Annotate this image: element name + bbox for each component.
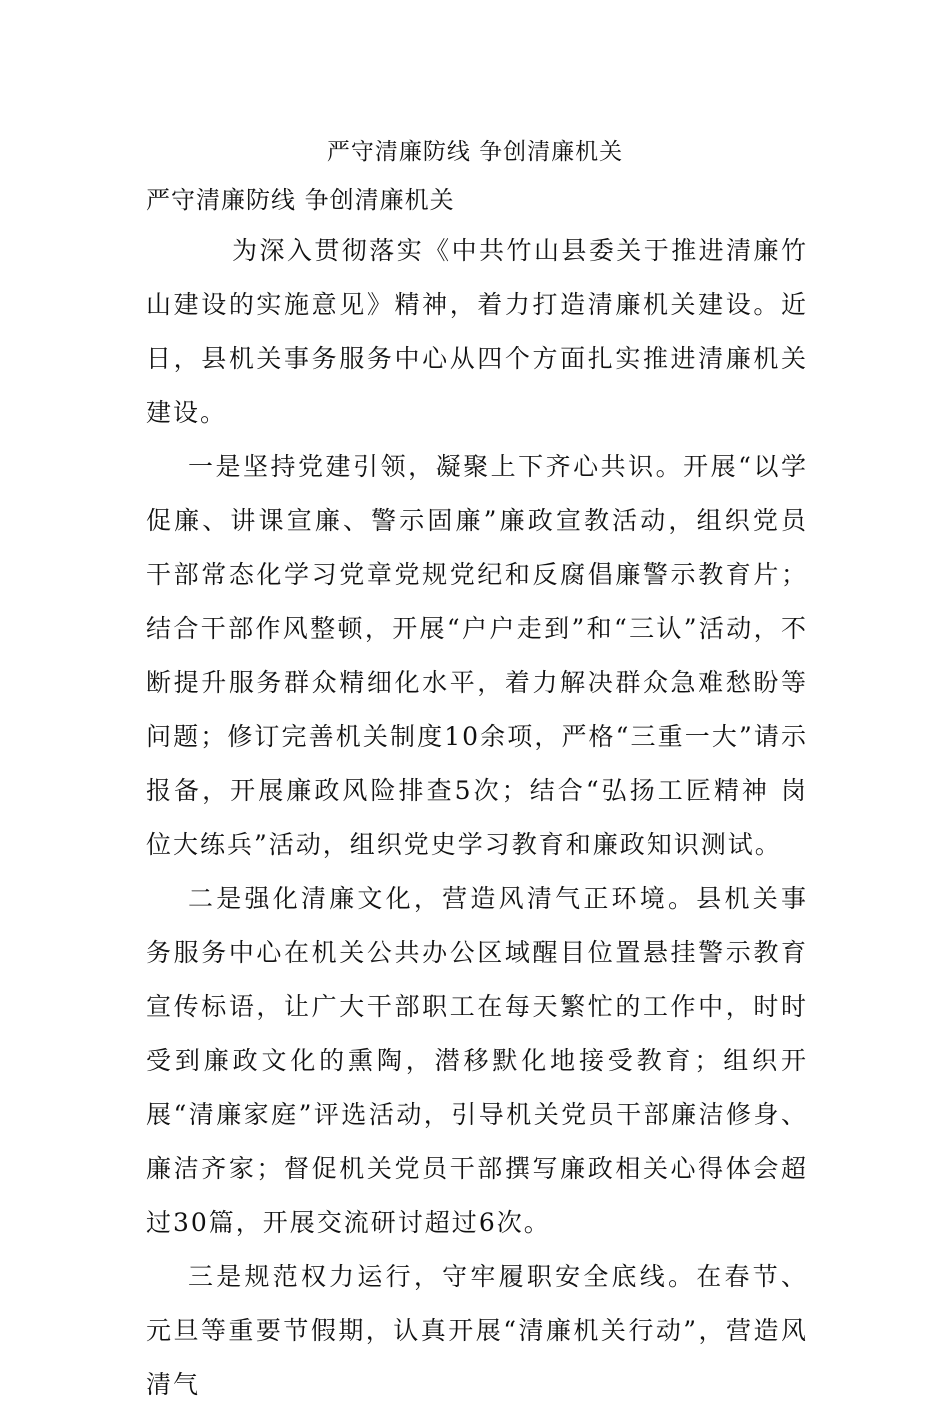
- document-subtitle: 严守清廉防线 争创清廉机关: [146, 186, 455, 214]
- paragraph-point-one: 一是坚持党建引领，凝聚上下齐心共识。开展“以学促廉、讲课宣廉、警示固廉”廉政宣教活动，组织党员干部常态化学习党章党规党纪和反腐倡廉警示教育片；结合干部作风整顿，开展“户户走到”和“三认”活动，不断提升服务群众精细化水平，着力解决群众急难愁盼等问题；修订完善机关制度10余项，严格“三重一大”请示报备，开展廉政风险排查5次；结合“弘扬工匠精神 岗位大练兵”活动，组织党史学习教育和廉政知识测试。: [146, 452, 808, 859]
- document-body: [146, 224, 808, 1412]
- paragraph-intro: 为深入贯彻落实《中共竹山县委关于推进清廉竹山建设的实施意见》精神，着力打造清廉机关建设。近日，县机关事务服务中心从四个方面扎实推进清廉机关建设。: [146, 236, 808, 427]
- paragraph-point-three: 三是规范权力运行，守牢履职安全底线。在春节、元旦等重要节假期，认真开展“清廉机关行动”，营造风清气: [146, 1262, 808, 1399]
- document-title: 严守清廉防线 争创清廉机关: [326, 139, 624, 165]
- paragraph-point-two: 二是强化清廉文化，营造风清气正环境。县机关事务服务中心在机关公共办公区域醒目位置悬挂警示教育宣传标语，让广大干部职工在每天繁忙的工作中，时时受到廉政文化的熏陶，潜移默化地接受教育；组织开展“清廉家庭”评选活动，引导机关党员干部廉洁修身、廉洁齐家；督促机关党员干部撰写廉政相关心得体会超过30篇，开展交流研讨超过6次。: [146, 884, 808, 1237]
